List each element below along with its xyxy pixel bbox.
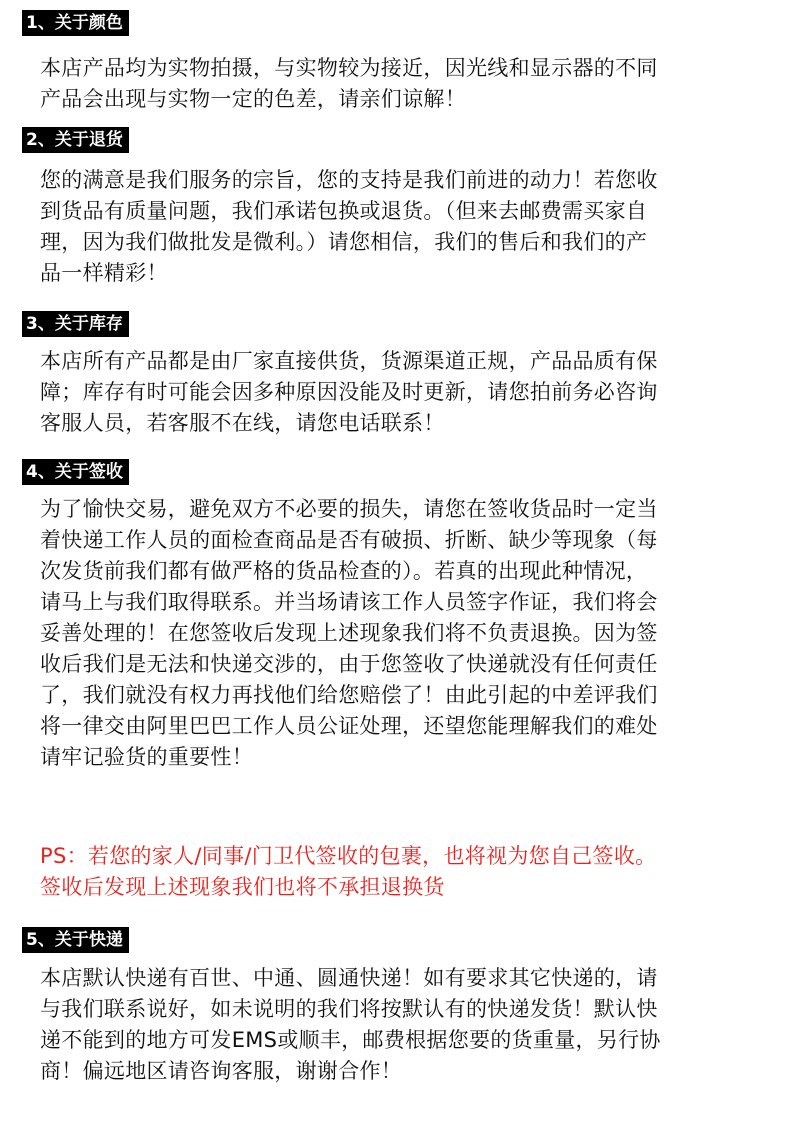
text-line: 次发货前我们都有做严格的货品检查的）。若真的出现此种情况， bbox=[40, 559, 648, 583]
section-heading-express: 5、关于快递 bbox=[22, 927, 129, 953]
section-text-return bbox=[40, 165, 770, 289]
text-line: 障；库存有时可能会因多种原因没能及时更新，请您拍前务必咨询 bbox=[40, 380, 658, 404]
text-line: 将一律交由阿里巴巴工作人员公证处理，还望您能理解我们的难处 bbox=[40, 714, 658, 738]
section-heading-return: 2、关于退货 bbox=[22, 127, 129, 153]
text-line: 到货品有质量问题，我们承诺包换或退货。（但来去邮费需买家自 bbox=[40, 199, 648, 223]
text-line: 产品会出现与实物一定的色差，请亲们谅解！ bbox=[40, 87, 466, 111]
text-line: 品一样精彩！ bbox=[40, 261, 168, 285]
ps-notice bbox=[40, 841, 780, 903]
text-line: 理，因为我们做批发是微利。）请您相信，我们的售后和我们的产 bbox=[40, 230, 648, 254]
text-line: 客服人员，若客服不在线，请您电话联系！ bbox=[40, 411, 445, 435]
text-line: 为了愉快交易，避免双方不必要的损失，请您在签收货品时一定当 bbox=[40, 497, 658, 521]
text-line: 本店默认快递有百世、中通、圆通快递！如有要求其它快递的，请 bbox=[40, 966, 658, 990]
text-line: 请马上与我们取得联系。并当场请该工作人员签字作证，我们将会 bbox=[40, 590, 658, 614]
section-text-express bbox=[40, 963, 770, 1087]
section-heading-color: 1、关于颜色 bbox=[22, 10, 129, 36]
section-text-stock bbox=[40, 346, 770, 439]
ps-line: 签收后发现上述现象我们也将不承担退换货 bbox=[40, 875, 445, 899]
section-text-signing bbox=[40, 494, 770, 773]
text-line: 递不能到的地方可发EMS或顺丰，邮费根据您要的货重量，另行协 bbox=[40, 1028, 661, 1052]
text-line: 与我们联系说好，如未说明的我们将按默认有的快递发货！默认快 bbox=[40, 997, 658, 1021]
text-line: 您的满意是我们服务的宗旨，您的支持是我们前进的动力！若您收 bbox=[40, 168, 658, 192]
text-line: 妥善处理的！在您签收后发现上述现象我们将不负责退换。因为签 bbox=[40, 621, 658, 645]
section-text-color bbox=[40, 53, 770, 115]
text-line: 本店产品均为实物拍摄，与实物较为接近，因光线和显示器的不同 bbox=[40, 56, 658, 80]
text-line: 本店所有产品都是由厂家直接供货，货源渠道正规，产品品质有保 bbox=[40, 349, 658, 373]
section-heading-stock: 3、关于库存 bbox=[22, 311, 129, 337]
section-heading-signing: 4、关于签收 bbox=[22, 459, 129, 485]
text-line: 请牢记验货的重要性！ bbox=[40, 745, 253, 769]
text-line: 商！偏远地区请咨询客服，谢谢合作！ bbox=[40, 1059, 403, 1083]
text-line: 了，我们就没有权力再找他们给您赔偿了！由此引起的中差评我们 bbox=[40, 683, 658, 707]
text-line: 着快递工作人员的面检查商品是否有破损、折断、缺少等现象（每 bbox=[40, 528, 658, 552]
text-line: 收后我们是无法和快递交涉的，由于您签收了快递就没有任何责任 bbox=[40, 652, 658, 676]
ps-line: PS：若您的家人/同事/门卫代签收的包裹，也将视为您自己签收。 bbox=[40, 844, 657, 868]
